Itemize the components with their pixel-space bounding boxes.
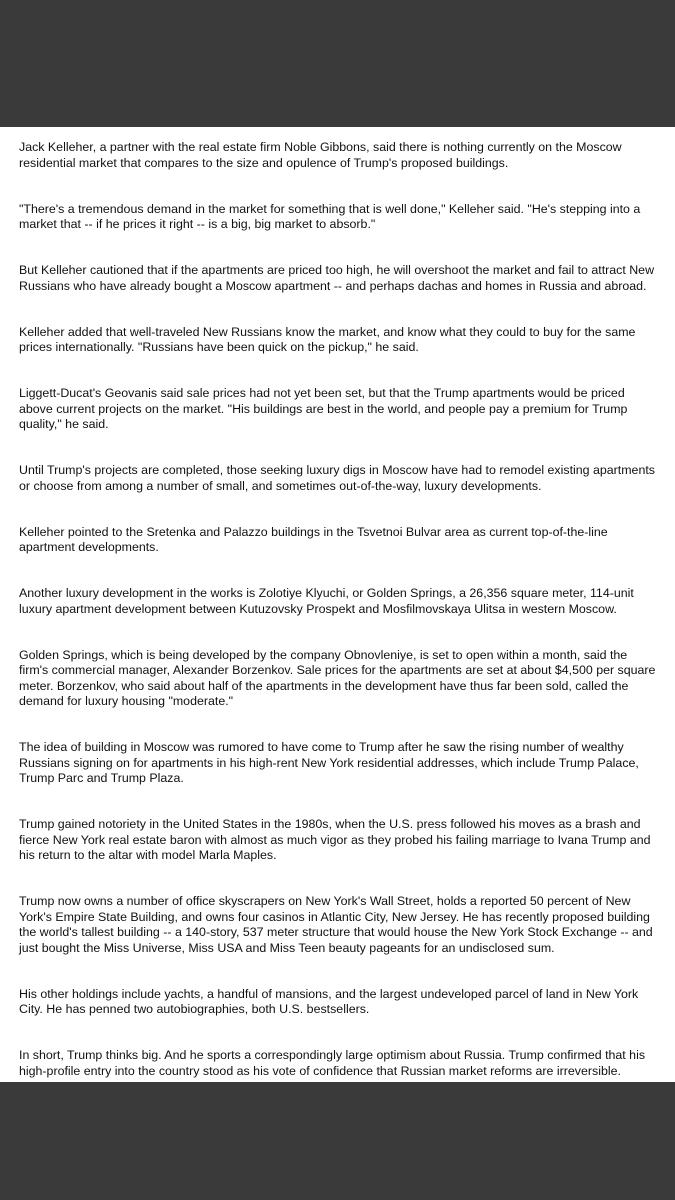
- article-paragraph-8: Another luxury development in the works is Zolotiye Klyuchi, or Golden Springs, a 26,356 square meter, 114-unit luxury apartment development between Kutuzovsky Prospekt and Mosfilmovskaya Ulitsa in western Moscow.: [19, 586, 634, 616]
- article-paragraph-6: Until Trump's projects are completed, those seeking luxury digs in Moscow have had to remodel existing apartments or choose from among a number of small, and sometimes out-of-the-way, luxury developments.: [19, 463, 655, 493]
- article-paragraph-7: Kelleher pointed to the Sretenka and Palazzo buildings in the Tsvetnoi Bulvar area as current top-of-the-line apartment developments.: [19, 524, 608, 554]
- article-paragraph-2: "There's a tremendous demand in the market for something that is well done," Kelleher said. "He's stepping into a market that -- if he prices it right -- is a big, big market to absorb.": [19, 201, 641, 231]
- article-paragraph-12: Trump now owns a number of office skyscrapers on New York's Wall Street, holds a reported 50 percent of New York's Empire State Building, and owns four casinos in Atlantic City, New Jersey. He has recently proposed building the world's tallest building -- a 140-story, 537 meter structure that would house the New York Stock Exchange -- and just bought the Miss Universe, Miss USA and Miss Teen beauty pageants for an undisclosed sum.: [19, 894, 653, 955]
- bottom-letterbox-bar: [0, 1082, 675, 1200]
- article-paragraph-1: Jack Kelleher, a partner with the real estate firm Noble Gibbons, said there is nothing currently on the Moscow residential market that compares to the size and opulence of Trump's proposed buildings.: [19, 140, 622, 170]
- top-letterbox-bar: [0, 0, 675, 127]
- article-paragraph-9: Golden Springs, which is being developed by the company Obnovleniye, is set to open within a month, said the firm's commercial manager, Alexander Borzenkov. Sale prices for the apartments are set at about $4,500 per square meter. Borzenkov, who said about half of the apartments in the development have thus far been sold, called the demand for luxury housing "moderate.": [19, 647, 656, 708]
- article-paragraph-4: Kelleher added that well-traveled New Russians know the market, and know what they could to buy for the same prices internationally. "Russians have been quick on the pickup," he said.: [19, 324, 636, 354]
- article-paragraph-10: The idea of building in Moscow was rumored to have come to Trump after he saw the rising number of wealthy Russians signing on for apartments in his high-rent New York residential addresses, which include Trump Palace, Trump Parc and Trump Plaza.: [19, 740, 639, 785]
- article-paragraph-5: Liggett-Ducat's Geovanis said sale prices had not yet been set, but that the Trump apartments would be priced above current projects on the market. "His buildings are best in the world, and people pay a premium for Trump quality," he said.: [19, 386, 628, 431]
- article-page: [0, 127, 675, 1082]
- article-paragraph-13: His other holdings include yachts, a handful of mansions, and the largest undeveloped parcel of land in New York City. He has penned two autobiographies, both U.S. bestsellers.: [19, 986, 639, 1016]
- article-paragraph-3: But Kelleher cautioned that if the apartments are priced too high, he will overshoot the market and fail to attract New Russians who have already bought a Moscow apartment -- and perhaps dachas and homes in Russia and abroad.: [19, 263, 655, 293]
- article-paragraph-11: Trump gained notoriety in the United States in the 1980s, when the U.S. press followed his moves as a brash and fierce New York real estate baron with almost as much vigor as they probed his failing marriage to Ivana Trump and his return to the altar with model Marla Maples.: [19, 817, 651, 862]
- article-paragraph-14: In short, Trump thinks big. And he sports a correspondingly large optimism about Russia. Trump confirmed that his high-profile entry into the country stood as his vote of confidence that Russian market reforms are irreversible.: [19, 1048, 646, 1078]
